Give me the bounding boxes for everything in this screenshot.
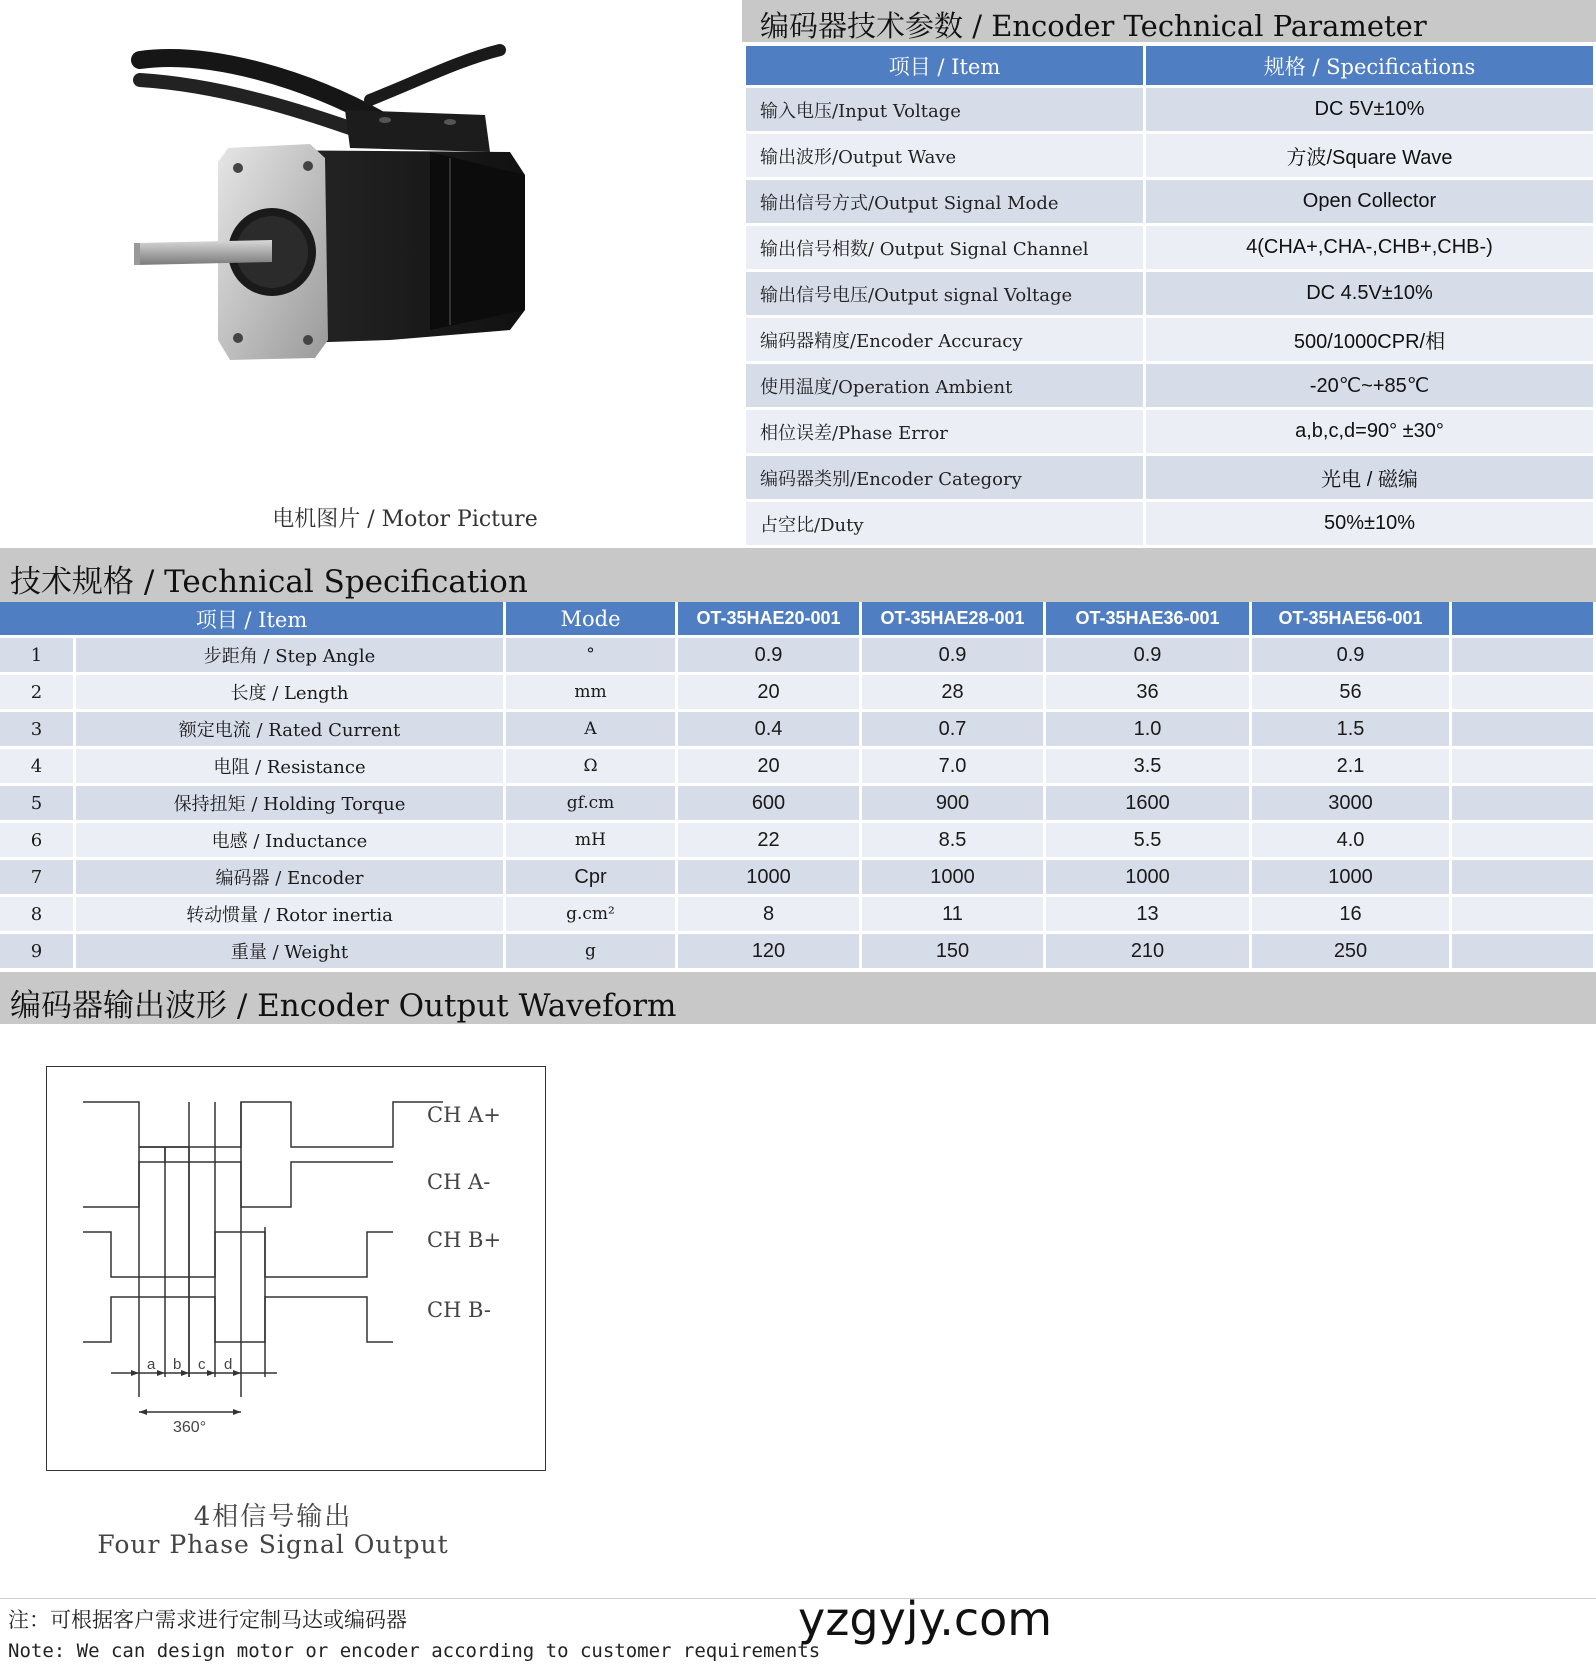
spec-unit: g [506,934,678,971]
param-item: 输入电压/Input Voltage [746,88,1146,134]
empty-cell [1452,897,1596,934]
empty-cell [1452,786,1596,823]
footer-note-en: Note: We can design motor or encoder according to customer requirements [8,1640,821,1662]
empty-cell [1452,934,1596,971]
spec-unit: ° [506,638,678,675]
motor-caption: 电机图片 / Motor Picture [272,507,538,532]
spec-value: 1.0 [1046,712,1252,749]
spec-item: 重量 / Weight [76,934,506,971]
empty-cell [1452,823,1596,860]
encoder-parameter-section [742,0,1596,548]
waveform-title-bar [0,972,1596,1024]
spec-unit: mm [506,675,678,712]
param-item: 输出波形/Output Wave [746,134,1146,180]
spec-value: 11 [862,897,1046,934]
table-row [746,134,1596,180]
encoder-header-item: 项目 / Item [746,46,1146,88]
spec-value: 20 [678,675,862,712]
encoder-section-title: 编码器技术参数 / Encoder Technical Parameter [760,9,1427,43]
spec-value: 3000 [1252,786,1452,823]
spec-value: 0.7 [862,712,1046,749]
spec-unit: g.cm² [506,897,678,934]
row-number: 8 [0,897,76,934]
table-row [746,502,1596,548]
spec-item: 额定电流 / Rated Current [76,712,506,749]
spec-value: 210 [1046,934,1252,971]
spec-value: 16 [1252,897,1452,934]
spec-value: 250 [1252,934,1452,971]
channel-label: CH B- [427,1298,491,1322]
spec-value: 2.1 [1252,749,1452,786]
row-number: 4 [0,749,76,786]
wave-ch-a-plus [83,1102,443,1147]
spec-value: 1000 [1046,860,1252,897]
channel-label: CH A+ [427,1103,501,1127]
table-row [746,364,1596,410]
param-spec: DC 5V±10% [1146,88,1596,134]
model-header: OT-35HAE56-001 [1252,602,1452,638]
spec-value: 1000 [678,860,862,897]
spec-item: 电阻 / Resistance [76,749,506,786]
row-number: 1 [0,638,76,675]
phase-label: c [198,1356,206,1373]
param-spec: 方波/Square Wave [1146,134,1596,180]
table-row [0,860,1596,897]
spec-value: 150 [862,934,1046,971]
motor-picture-panel [0,0,740,540]
spec-value: 0.9 [678,638,862,675]
phase-label: a [147,1356,156,1373]
model-header: OT-35HAE28-001 [862,602,1046,638]
spec-item: 编码器 / Encoder [76,860,506,897]
empty-cell [1452,749,1596,786]
param-spec: a,b,c,d=90° ±30° [1146,410,1596,456]
empty-header [1452,602,1596,638]
wave-ch-b-plus [83,1232,393,1277]
param-spec: 光电 / 磁编 [1146,456,1596,502]
row-number: 6 [0,823,76,860]
spec-unit: Ω [506,749,678,786]
spec-value: 28 [862,675,1046,712]
tech-section-title: 技术规格 / Technical Specification [10,564,528,600]
tech-header-item: 项目 / Item [0,602,506,638]
waveform-caption-en: Four Phase Signal Output [97,1530,449,1559]
spec-value: 0.9 [1046,638,1252,675]
spec-value: 5.5 [1046,823,1252,860]
spec-value: 4.0 [1252,823,1452,860]
spec-unit: Cpr [506,860,678,897]
spec-unit: mH [506,823,678,860]
table-row [746,180,1596,226]
param-item: 使用温度/Operation Ambient [746,364,1146,410]
param-item: 输出信号方式/Output Signal Mode [746,180,1146,226]
param-item: 占空比/Duty [746,502,1146,548]
param-spec: -20℃~+85℃ [1146,364,1596,410]
encoder-title-bar [742,0,1596,42]
row-number: 3 [0,712,76,749]
spec-value: 0.9 [1252,638,1452,675]
spec-item: 保持扭矩 / Holding Torque [76,786,506,823]
wave-ch-b-minus [83,1297,393,1342]
encoder-header-spec: 规格 / Specifications [1146,46,1596,88]
param-item: 输出信号相数/ Output Signal Channel [746,226,1146,272]
model-header: OT-35HAE20-001 [678,602,862,638]
channel-label: CH A- [427,1170,491,1194]
param-item: 输出信号电压/Output signal Voltage [746,272,1146,318]
waveform-svg [47,1067,547,1472]
spec-value: 36 [1046,675,1252,712]
spec-value: 7.0 [862,749,1046,786]
table-row [0,749,1596,786]
spec-item: 步距角 / Step Angle [76,638,506,675]
phase-label: b [173,1356,182,1373]
table-row [0,823,1596,860]
spec-value: 22 [678,823,862,860]
spec-value: 0.9 [862,638,1046,675]
footer-note-cn: 注：可根据客户需求进行定制马达或编码器 [8,1608,407,1632]
param-item: 编码器精度/Encoder Accuracy [746,318,1146,364]
row-number: 2 [0,675,76,712]
table-row [746,272,1596,318]
spec-item: 转动惯量 / Rotor inertia [76,897,506,934]
spec-value: 600 [678,786,862,823]
table-row [0,675,1596,712]
model-header: OT-35HAE36-001 [1046,602,1252,638]
spec-value: 1000 [862,860,1046,897]
tech-spec-table [0,602,1596,971]
spec-unit: gf.cm [506,786,678,823]
spec-value: 1600 [1046,786,1252,823]
empty-cell [1452,712,1596,749]
period-label: 360° [173,1419,207,1436]
table-row [0,934,1596,971]
param-spec: 4(CHA+,CHA-,CHB+,CHB-) [1146,226,1596,272]
spec-value: 20 [678,749,862,786]
row-number: 7 [0,860,76,897]
spec-value: 120 [678,934,862,971]
param-item: 编码器类别/Encoder Category [746,456,1146,502]
tech-title-bar [0,548,1596,602]
tech-header-mode: Mode [506,602,678,638]
empty-cell [1452,638,1596,675]
waveform-section-title: 编码器输出波形 / Encoder Output Waveform [10,988,677,1024]
spec-value: 56 [1252,675,1452,712]
spec-value: 8 [678,897,862,934]
table-row [746,456,1596,502]
spec-value: 1000 [1252,860,1452,897]
waveform-caption-cn: 4相信号输出 [193,1502,353,1532]
spec-value: 0.4 [678,712,862,749]
empty-cell [1452,860,1596,897]
table-row [746,410,1596,456]
encoder-parameter-table [746,46,1596,548]
table-row [0,897,1596,934]
table-row [746,226,1596,272]
spec-value: 3.5 [1046,749,1252,786]
spec-item: 电感 / Inductance [76,823,506,860]
phase-label: d [224,1356,233,1373]
param-spec: 50%±10% [1146,502,1596,548]
spec-unit: A [506,712,678,749]
param-spec: DC 4.5V±10% [1146,272,1596,318]
waveform-diagram [46,1066,546,1471]
table-row [0,786,1596,823]
row-number: 5 [0,786,76,823]
table-row [0,638,1596,675]
motor-image [130,40,570,400]
spec-item: 长度 / Length [76,675,506,712]
wave-ch-a-minus [83,1162,393,1207]
spec-value: 8.5 [862,823,1046,860]
param-spec: Open Collector [1146,180,1596,226]
watermark-text: yzgyjy.com [798,1592,1053,1646]
table-row [746,88,1596,134]
empty-cell [1452,675,1596,712]
spec-value: 900 [862,786,1046,823]
param-item: 相位误差/Phase Error [746,410,1146,456]
param-spec: 500/1000CPR/相 [1146,318,1596,364]
spec-value: 1.5 [1252,712,1452,749]
table-row [0,712,1596,749]
spec-value: 13 [1046,897,1252,934]
row-number: 9 [0,934,76,971]
channel-label: CH B+ [427,1228,502,1252]
table-row [746,318,1596,364]
